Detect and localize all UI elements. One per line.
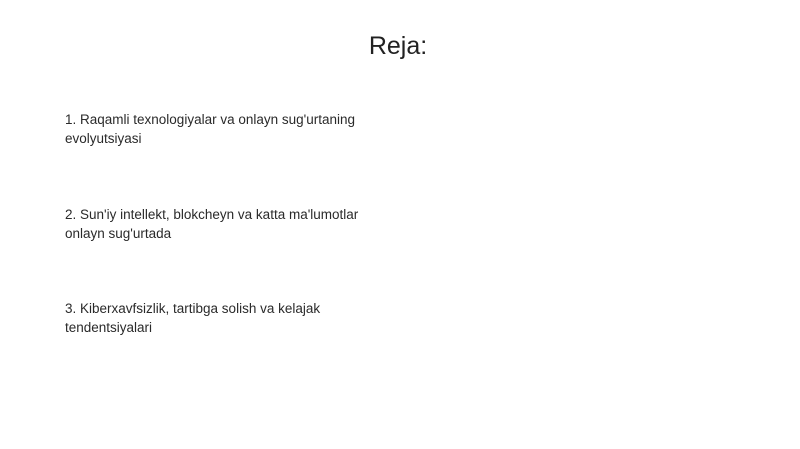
plan-item-2: 2. Sun'iy intellekt, blokcheyn va katta ma'lumotlar onlayn sug'urtada <box>65 207 359 241</box>
slide-title: Reja: <box>368 32 428 60</box>
plan-item-1: 1. Raqamli texnologiyalar va onlayn sug'urtaning evolyutsiyasi <box>65 112 355 146</box>
plan-item-3: 3. Kiberxavfsizlik, tartibga solish va kelajak tendentsiyalari <box>65 301 321 335</box>
